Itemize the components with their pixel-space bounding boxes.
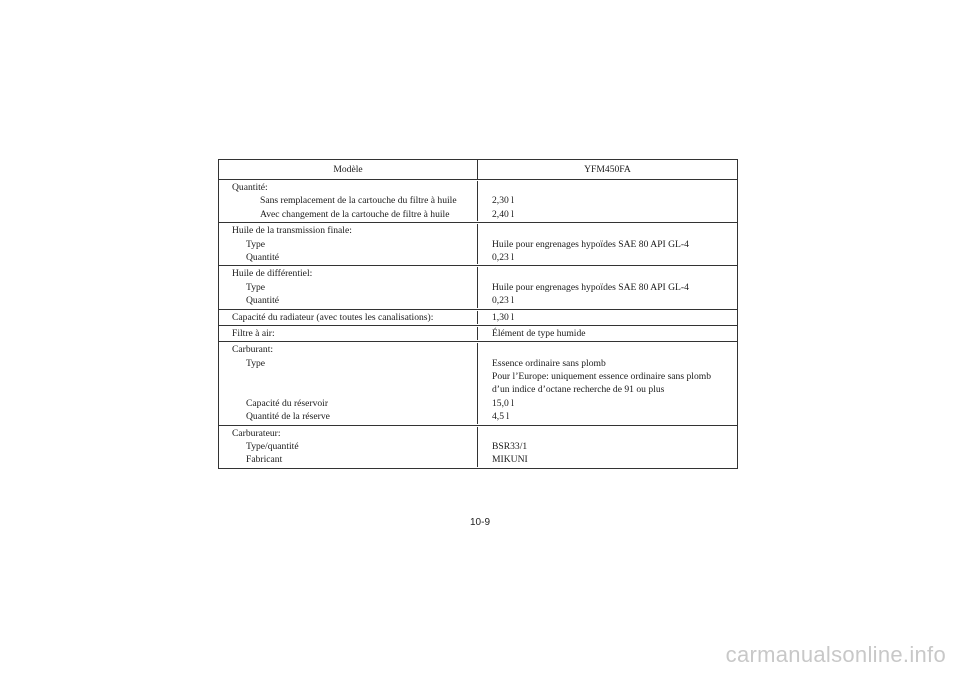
header-model-value: YFM450FA (584, 163, 631, 175)
page-number: 10-9 (469, 517, 490, 528)
row-value: 2,40 l (492, 208, 514, 220)
row-label: Sans remplacement de la cartouche du filtre à huile (260, 195, 457, 207)
row-value: Pour l’Europe: uniquement essence ordinaire sans plomb (492, 371, 712, 383)
row-label: Type/quantité (246, 441, 299, 453)
row-value: Élément de type humide (492, 327, 586, 339)
row-label: Carburant: (232, 344, 274, 356)
row-value: 1,30 l (492, 311, 514, 323)
row-label: Huile de la transmission finale: (232, 225, 352, 237)
row-label: Capacité du radiateur (avec toutes les canalisations): (232, 311, 434, 323)
row-value: Huile pour engrenages hypoïdes SAE 80 API GL-4 (492, 281, 689, 293)
table-row-differential-oil (219, 266, 737, 309)
row-value: d’un indice d’octane recherche de 91 ou plus (492, 384, 665, 396)
row-label: Carburateur: (232, 427, 281, 439)
row-label: Avec changement de la cartouche de filtre à huile (260, 208, 450, 220)
table-row-oil-quantity (219, 180, 737, 223)
row-label: Quantité: (232, 182, 268, 193)
row-label: Fabricant (246, 454, 283, 466)
row-value: 15,0 l (492, 397, 514, 409)
table-row-final-gear-oil (219, 223, 737, 266)
row-value: 2,30 l (492, 195, 514, 207)
row-value: Essence ordinaire sans plomb (492, 357, 606, 369)
row-label: Type (246, 238, 266, 250)
row-label: Huile de différentiel: (232, 268, 313, 280)
watermark-text: carmanualsonline.info (725, 642, 946, 667)
row-label: Capacité du réservoir (246, 397, 329, 409)
row-label: Type (246, 357, 266, 369)
row-value: Huile pour engrenages hypoïdes SAE 80 API GL-4 (492, 238, 689, 250)
row-label: Quantité de la réserve (246, 411, 330, 423)
row-value: MIKUNI (492, 454, 528, 466)
row-value: 0,23 l (492, 295, 514, 307)
table-header (219, 160, 737, 180)
row-value: 4,5 l (492, 411, 510, 423)
row-label: Quantité (246, 295, 280, 307)
row-label: Quantité (246, 251, 280, 263)
row-label: Type (246, 281, 266, 293)
row-value: 0,23 l (492, 251, 514, 263)
table-row-radiator-capacity (219, 310, 737, 326)
row-value: BSR33/1 (492, 441, 528, 453)
table-row-air-filter (219, 326, 737, 342)
table-row-fuel (219, 342, 737, 425)
spec-table (218, 159, 738, 469)
header-model-label: Modèle (219, 160, 478, 179)
table-row-carburetor (219, 426, 737, 468)
row-label: Filtre à air: (232, 327, 275, 339)
